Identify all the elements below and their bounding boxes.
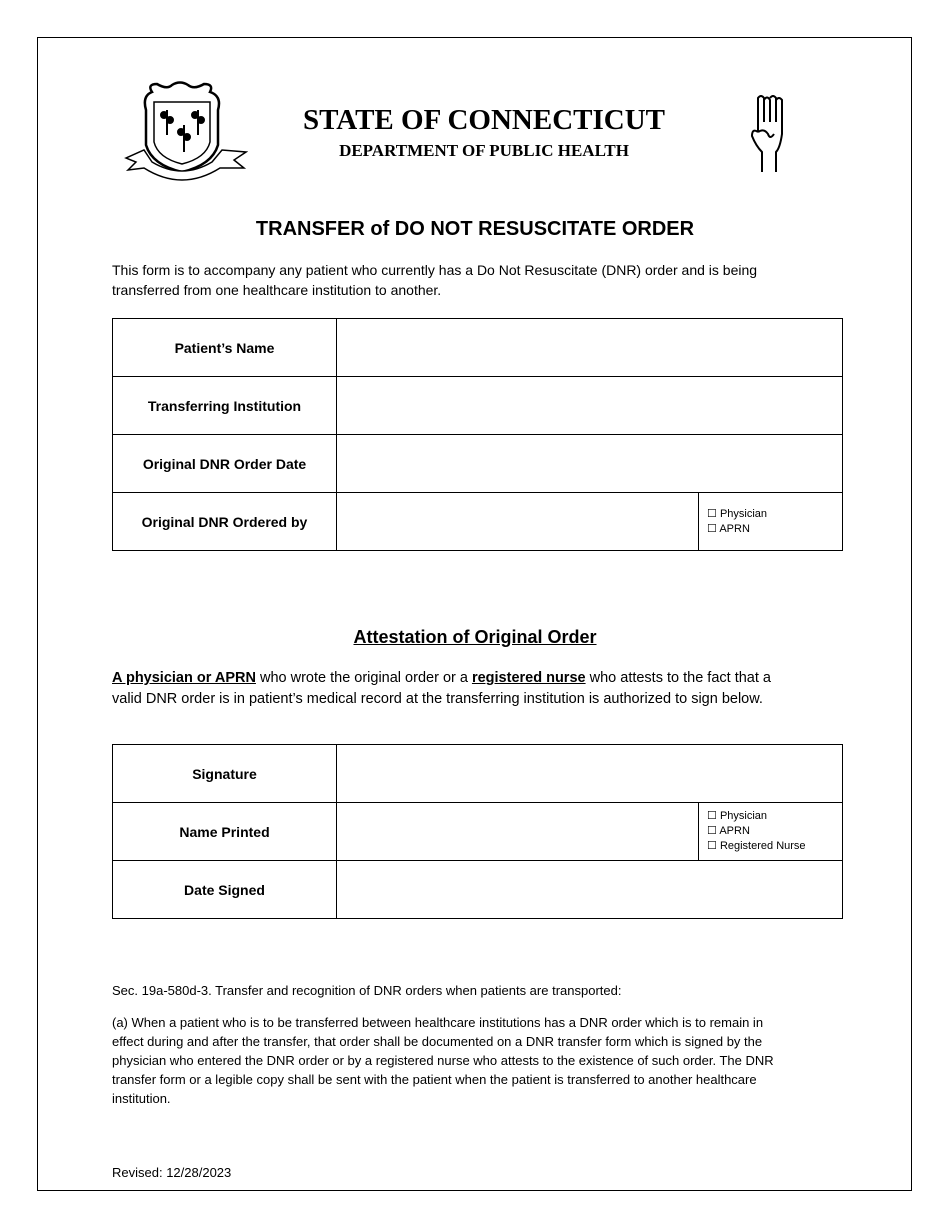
transferring-institution-label: Transferring Institution (113, 377, 337, 435)
attestation-paragraph (112, 668, 771, 710)
date-signed-field[interactable] (337, 861, 843, 919)
physician-checkbox[interactable] (707, 507, 842, 522)
table-row (113, 745, 843, 803)
state-title: STATE OF CONNECTICUT (302, 104, 666, 136)
transferring-institution-field[interactable] (337, 377, 843, 435)
ordered-by-options (699, 493, 843, 551)
dnr-ordered-by-label: Original DNR Ordered by (113, 493, 337, 551)
table-row (113, 377, 843, 435)
signature-label: Signature (113, 745, 337, 803)
table-row (113, 435, 843, 493)
attestation-table (112, 744, 843, 919)
table-row (113, 493, 843, 551)
dnr-order-date-field[interactable] (337, 435, 843, 493)
signer-role-options (699, 803, 843, 861)
attestation-title: Attestation of Original Order (353, 627, 597, 647)
department-title: DEPARTMENT OF PUBLIC HEALTH (339, 141, 629, 160)
dnr-order-date-label: Original DNR Order Date (113, 435, 337, 493)
revised-date: Revised: 12/28/2023 (112, 1165, 232, 1180)
statute-line: effect during and after the transfer, that order shall be documented on a DNR transfer form which is signed by the (112, 1034, 763, 1049)
statute-line: institution. (112, 1091, 171, 1106)
checkbox-icon: ☐ (707, 507, 717, 520)
table-row (113, 861, 843, 919)
dnr-ordered-by-field[interactable] (337, 493, 699, 551)
signature-field[interactable] (337, 745, 843, 803)
registered-nurse-emphasis: registered nurse (471, 670, 586, 686)
option-label: APRN (719, 522, 750, 535)
option-label: Registered Nurse (719, 840, 806, 852)
aprn-checkbox[interactable] (707, 824, 842, 839)
name-printed-label: Name Printed (113, 803, 337, 861)
statute-line: transfer form or a legible copy shall be sent with the patient when the patient is transferred to another healthcare (112, 1072, 757, 1087)
physician-aprn-emphasis: A physician or APRN (112, 670, 256, 686)
physician-checkbox[interactable] (707, 809, 842, 824)
date-signed-label: Date Signed (113, 861, 337, 919)
intro-paragraph (112, 260, 757, 300)
text: who wrote the original order or a (255, 670, 472, 686)
checkbox-icon: ☐ (707, 522, 717, 535)
option-label: APRN (719, 825, 750, 837)
option-label: Physician (719, 507, 768, 520)
patient-name-label: Patient’s Name (113, 319, 337, 377)
aprn-checkbox[interactable] (707, 522, 842, 537)
intro-line: This form is to accompany any patient who currently has a Do Not Resuscitate (DNR) order and is being (112, 262, 758, 278)
table-row (113, 803, 843, 861)
patient-info-table (112, 318, 843, 551)
checkbox-icon: ☐ (707, 810, 717, 822)
statute-line: (a) When a patient who is to be transferred between healthcare institutions has a DNR order which is to remain in (112, 1015, 764, 1030)
text: valid DNR order is in patient’s medical record at the transferring institution is authorized to sign below. (112, 691, 763, 707)
table-row (113, 319, 843, 377)
patient-name-field[interactable] (337, 319, 843, 377)
form-title: TRANSFER of DO NOT RESUSCITATE ORDER (255, 218, 695, 240)
statute-line: physician who entered the DNR order or by a registered nurse who attests to the existence of such order. The DNR (112, 1053, 774, 1068)
statute-text (112, 1013, 774, 1108)
text: who attests to the fact that a (585, 670, 771, 686)
checkbox-icon: ☐ (707, 825, 717, 837)
checkbox-icon: ☐ (707, 840, 717, 852)
option-label: Physician (719, 810, 768, 822)
name-printed-field[interactable] (337, 803, 699, 861)
statute-heading: Sec. 19a-580d-3. Transfer and recognition of DNR orders when patients are transported: (112, 983, 622, 998)
registered-nurse-checkbox[interactable] (707, 839, 842, 854)
intro-line: transferred from one healthcare institution to another. (112, 282, 442, 298)
